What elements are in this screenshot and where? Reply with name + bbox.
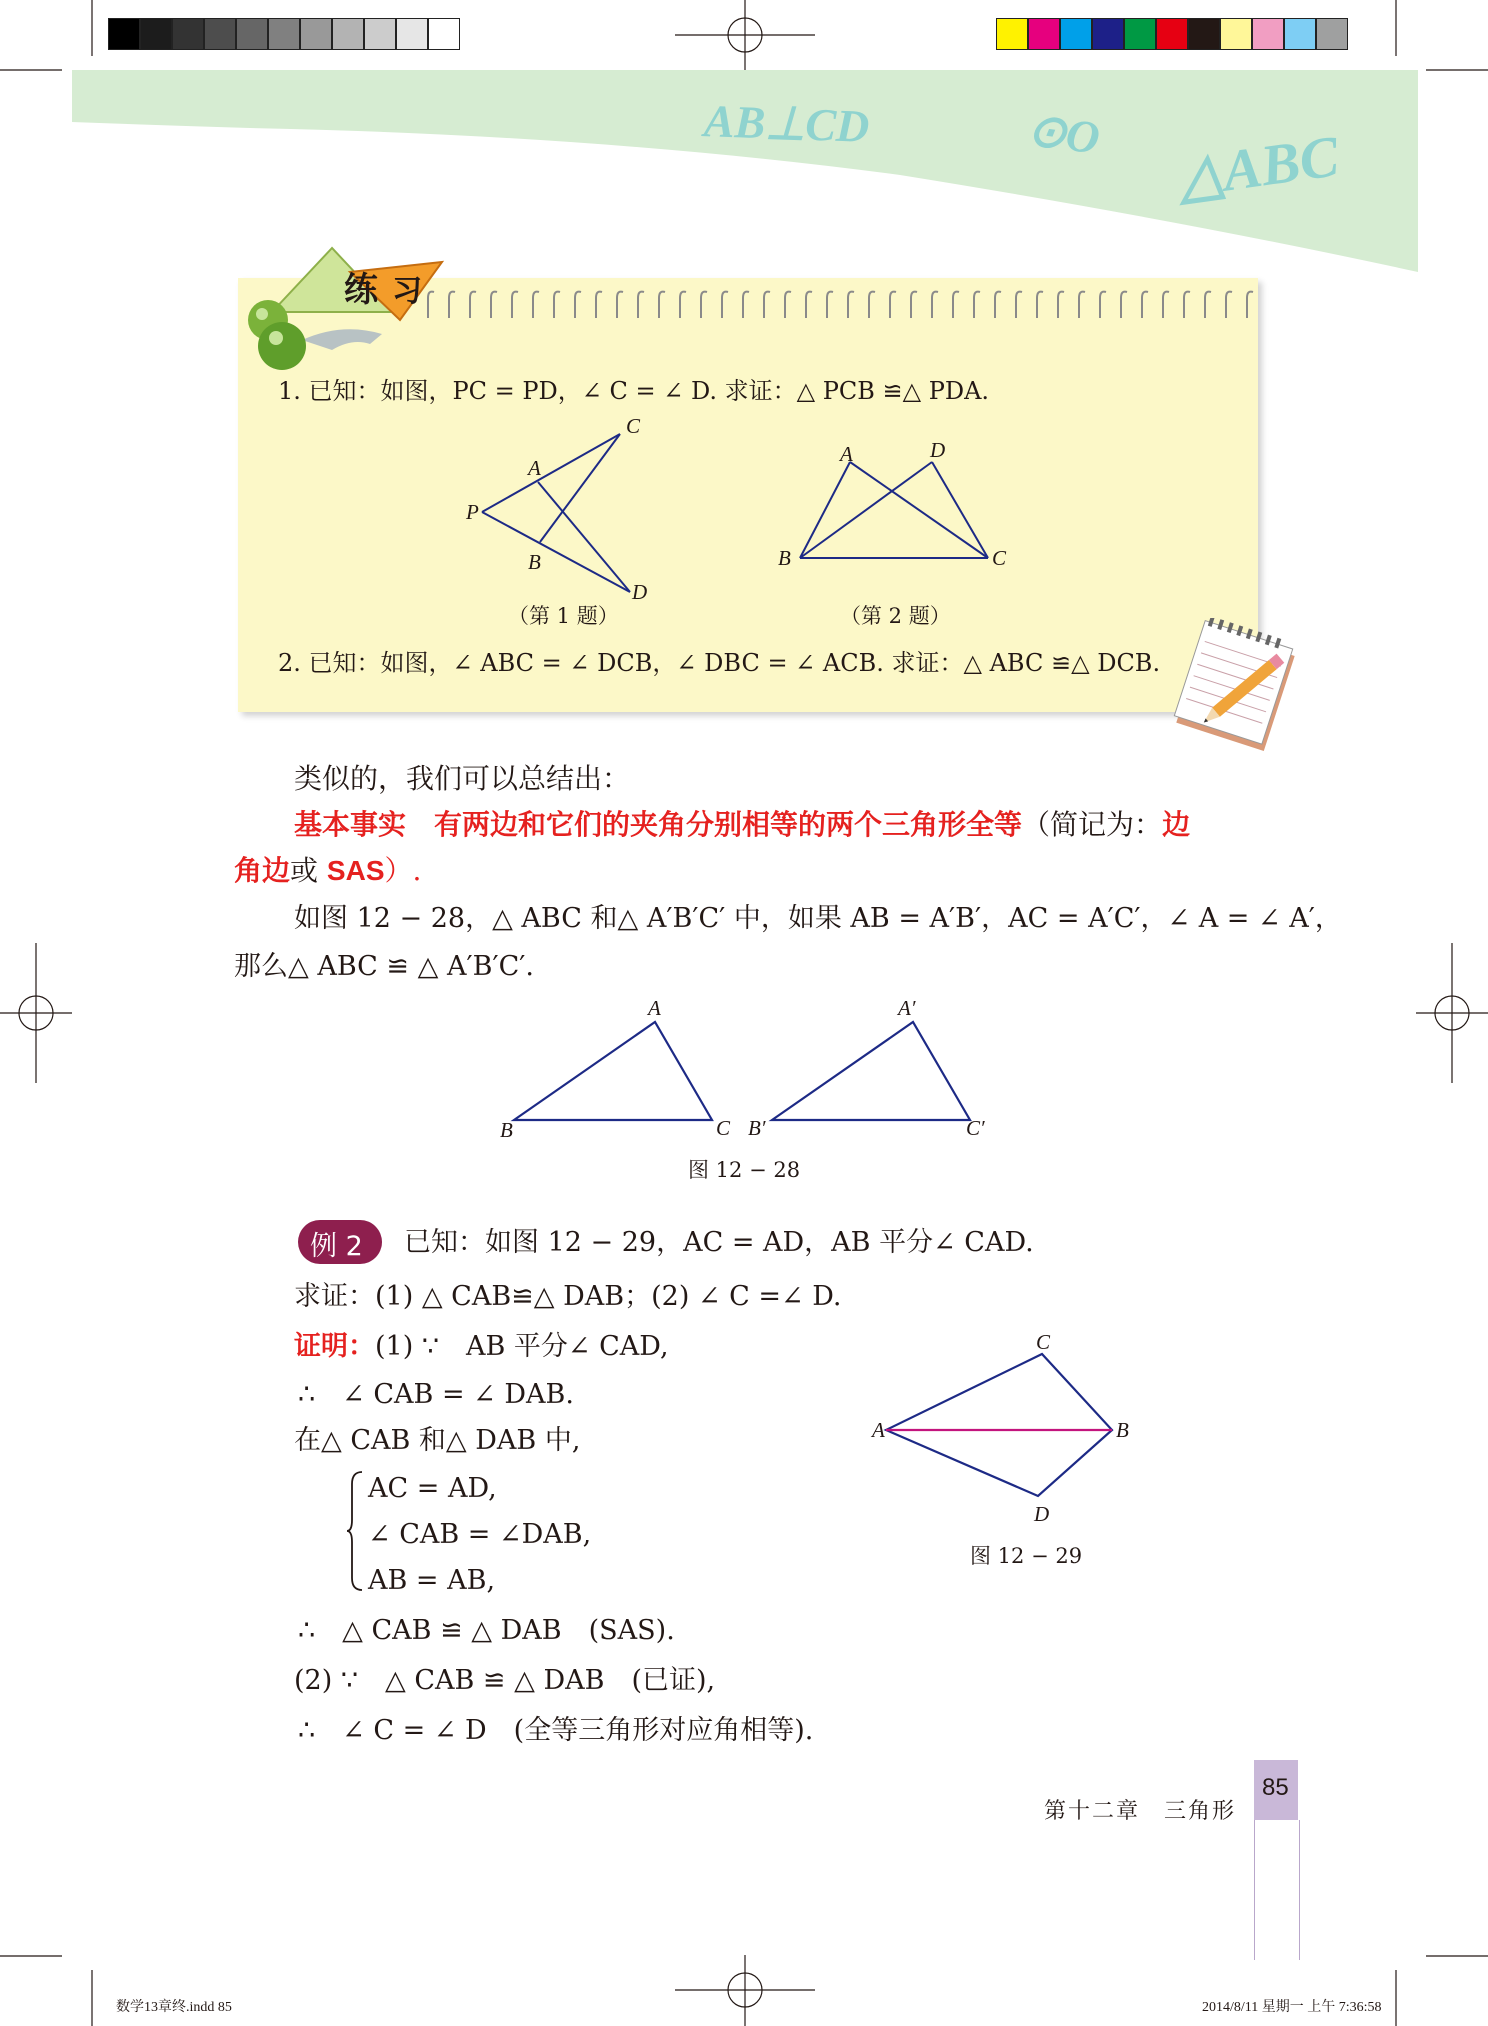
basic-fact-abbr-post: ）. xyxy=(384,854,422,887)
basic-fact-line-2 xyxy=(234,854,421,888)
figure-practice-2 xyxy=(780,440,1020,570)
example-badge-label: 例 2 xyxy=(310,1231,363,1262)
binder-ring xyxy=(764,292,770,318)
fig1-label-C: C xyxy=(626,414,641,438)
fig29-label-C: C xyxy=(1036,1330,1051,1354)
system-brace xyxy=(346,1470,366,1592)
figure-12-28-caption: 图 12 − 28 xyxy=(688,1158,801,1182)
basic-fact-abbr-red-1: 边 xyxy=(1162,808,1191,841)
fig1-label-A: A xyxy=(528,456,541,480)
binder-ring xyxy=(1121,292,1127,318)
fig2-caption: （第 2 题） xyxy=(840,604,951,628)
print-timestamp: 2014/8/11 星期一 上午 7:36:58 xyxy=(1202,2000,1382,2015)
basic-fact-text: 有两边和它们的夹角分别相等的两个三角形全等 xyxy=(434,808,1023,841)
binder-ring xyxy=(911,292,917,318)
binder-ring xyxy=(722,292,728,318)
binder-ring xyxy=(554,292,560,318)
figure-12-29-caption: 图 12 − 29 xyxy=(970,1544,1083,1568)
proof-step-1: (1) ∵ AB 平分∠ CAD, xyxy=(375,1331,669,1362)
binder-ring xyxy=(575,292,581,318)
fig1-label-B: B xyxy=(528,550,541,574)
binder-ring xyxy=(1058,292,1064,318)
header-deco-triangle: △ABC xyxy=(1174,123,1343,210)
fig28-label-B-prime: B′ xyxy=(748,1116,766,1140)
fig1-label-P: P xyxy=(466,500,479,524)
fig2-label-D: D xyxy=(930,438,946,462)
practice-question-1: 1. 已知：如图，PC = PD，∠ C = ∠ D. 求证：△ PCB ≌△ PDA. xyxy=(278,377,990,405)
binder-ring xyxy=(659,292,665,318)
binder-ring xyxy=(1247,292,1253,318)
binder-ring xyxy=(806,292,812,318)
file-info: 数学13章终.indd 85 xyxy=(116,2000,232,2015)
binder-ring xyxy=(512,292,518,318)
fig2-label-C: C xyxy=(992,546,1007,570)
binder-ring xyxy=(617,292,623,318)
example-prove: 求证：(1) △ CAB≌△ DAB；(2) ∠ C =∠ D. xyxy=(294,1281,842,1312)
example-given: 已知：如图 12 − 29，AC = AD，AB 平分∠ CAD. xyxy=(404,1227,1034,1258)
binder-ring xyxy=(470,292,476,318)
proof-step-2: ∴ ∠ CAB = ∠ DAB. xyxy=(298,1379,574,1410)
binder-ring xyxy=(491,292,497,318)
binder-ring xyxy=(869,292,875,318)
proof-line-1 xyxy=(294,1330,669,1364)
proof-step-4: ∴ △ CAB ≌ △ DAB (SAS). xyxy=(298,1615,675,1646)
binder-ring xyxy=(827,292,833,318)
binder-ring xyxy=(932,292,938,318)
basic-fact-abbr-pre: （简记为： xyxy=(1022,808,1163,841)
binder-ring xyxy=(890,292,896,318)
binder-ring xyxy=(1184,292,1190,318)
intro-text: 类似的，我们可以总结出： xyxy=(294,762,631,795)
binder-ring xyxy=(596,292,602,318)
basic-fact-abbr-mid: 或 xyxy=(290,854,327,887)
practice-badge-char-1: 练 xyxy=(344,270,378,310)
fig28-label-C: C xyxy=(716,1116,731,1140)
practice-badge-char-2: 习 xyxy=(392,274,422,309)
proof-step-3: 在△ CAB 和△ DAB 中, xyxy=(294,1425,581,1456)
proof-label: 证明： xyxy=(294,1331,375,1362)
chapter-title: 第十二章 三角形 xyxy=(1044,1799,1237,1824)
fig29-label-A: A xyxy=(872,1418,885,1442)
fig29-label-B: B xyxy=(1116,1418,1129,1442)
binder-ring xyxy=(1079,292,1085,318)
basic-fact-line-1 xyxy=(294,808,1190,842)
fig28-label-A: A xyxy=(648,996,661,1020)
page-number: 85 xyxy=(1262,1774,1289,1801)
fig28-label-B: B xyxy=(500,1118,513,1142)
fig28-label-A-prime: A′ xyxy=(898,996,916,1020)
system-line-3: AB = AB, xyxy=(368,1565,496,1596)
binder-ring xyxy=(533,292,539,318)
binder-ring xyxy=(680,292,686,318)
page-number-tab-lines xyxy=(1254,1820,1300,1960)
basic-fact-abbr-red-2: 角边 xyxy=(234,854,291,887)
system-line-1: AC = AD, xyxy=(368,1473,497,1504)
binder-ring xyxy=(1226,292,1232,318)
header-deco-perpendicular: AB⊥CD xyxy=(703,95,871,152)
binder-ring xyxy=(743,292,749,318)
figure-12-29 xyxy=(870,1330,1120,1520)
binder-ring xyxy=(638,292,644,318)
binder-ring xyxy=(848,292,854,318)
binder-ring xyxy=(1142,292,1148,318)
basic-fact-abbr-sas: SAS xyxy=(326,855,385,886)
figure-28-intro-line-2: 那么△ ABC ≌ △ A′B′C′. xyxy=(234,951,534,982)
figure-28-intro-line-1: 如图 12 − 28，△ ABC 和△ A′B′C′ 中，如果 AB = A′B′，AC = A′C′，∠ A = ∠ A′， xyxy=(294,903,1342,934)
binder-ring xyxy=(1037,292,1043,318)
basic-fact-title: 基本事实 xyxy=(294,808,407,841)
header-deco-circle: ⊙O xyxy=(1024,103,1103,164)
fig1-caption: （第 1 题） xyxy=(508,604,619,628)
fig29-label-D: D xyxy=(1034,1502,1050,1526)
proof-step-6: ∴ ∠ C = ∠ D (全等三角形对应角相等). xyxy=(298,1715,814,1746)
figure-12-28 xyxy=(500,1010,1000,1130)
practice-question-2: 2. 已知：如图，∠ ABC = ∠ DCB，∠ DBC = ∠ ACB. 求证：△ ABC ≌△ DCB. xyxy=(278,649,1161,677)
binder-ring xyxy=(974,292,980,318)
fig2-label-A: A xyxy=(840,442,853,466)
fig1-label-D: D xyxy=(632,580,648,604)
fig2-label-B: B xyxy=(778,546,791,570)
binder-ring xyxy=(1016,292,1022,318)
proof-step-5: (2) ∵ △ CAB ≌ △ DAB (已证), xyxy=(294,1665,716,1696)
notepad-pencil-icon xyxy=(1168,618,1308,758)
binder-ring xyxy=(1100,292,1106,318)
system-line-2: ∠ CAB = ∠DAB, xyxy=(368,1519,592,1550)
binder-ring xyxy=(953,292,959,318)
binder-ring xyxy=(995,292,1001,318)
fig28-label-C-prime: C′ xyxy=(966,1116,985,1140)
binder-ring xyxy=(1163,292,1169,318)
binder-ring xyxy=(701,292,707,318)
binder-ring xyxy=(1205,292,1211,318)
binder-ring xyxy=(785,292,791,318)
